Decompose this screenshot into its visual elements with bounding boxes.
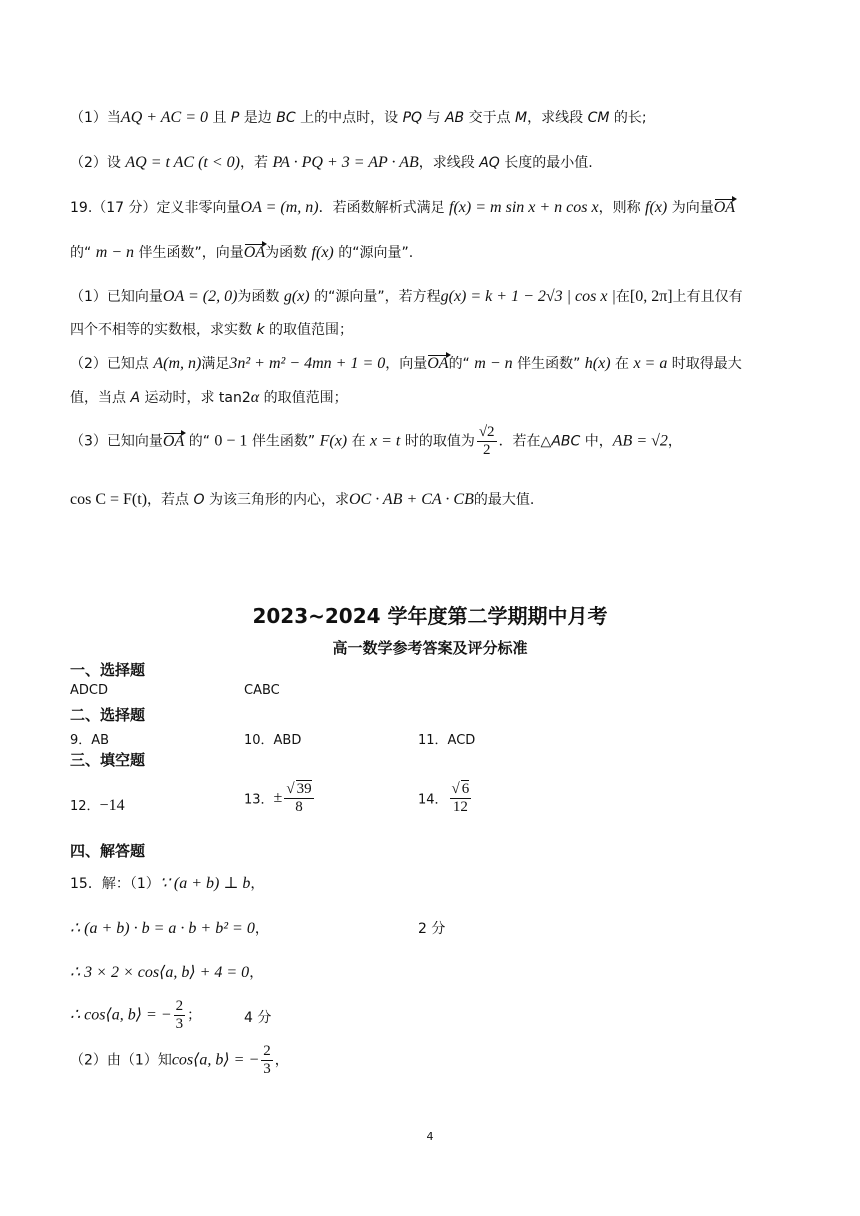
- text: 的最大值.: [473, 492, 535, 508]
- answer-11: 11．ACD: [418, 733, 476, 748]
- q19-line2: [70, 243, 413, 263]
- fraction-denominator: 8: [295, 799, 303, 815]
- plus-minus-sign: ±: [273, 789, 283, 806]
- text: 且: [208, 110, 231, 126]
- math-expression: f(x): [645, 199, 668, 216]
- text: ，: [667, 433, 682, 450]
- q19-sub1-line2: [70, 320, 353, 340]
- section-title-multi-choice: 二、选择题: [70, 706, 146, 724]
- text: 在: [610, 356, 634, 372]
- math-expression: 3n² + m² − 4mn + 1 = 0: [229, 355, 386, 372]
- text: 交于点: [464, 110, 516, 126]
- text: ．若在△: [498, 433, 552, 450]
- fraction-numerator: √ 39: [286, 781, 312, 797]
- text: 为向量: [667, 200, 714, 216]
- solution15-line2: [70, 919, 269, 939]
- math-expression: g(x) = k + 1 − 2√3 | cos x |: [440, 288, 616, 305]
- text: 为函数: [265, 245, 312, 261]
- math-expression: x = t: [370, 432, 401, 450]
- text: ；: [187, 1007, 202, 1024]
- section-title-fill-blank: 三、填空题: [70, 751, 146, 769]
- text: 15．解：（1）: [70, 876, 160, 892]
- fraction-denominator: 3: [263, 1061, 271, 1077]
- page-number: 4: [426, 1130, 434, 1143]
- text: 值，当点: [70, 390, 131, 406]
- text: 四个不相等的实数根，求实数: [70, 322, 257, 338]
- section-title-solutions: 四、解答题: [70, 842, 146, 860]
- answer-13: [244, 780, 316, 816]
- solution15-line3: [70, 963, 263, 983]
- var: P: [230, 110, 240, 126]
- text: 伴生函数”: [512, 356, 585, 372]
- answer-10: 10．ABD: [244, 733, 302, 748]
- math-expression: 0 − 1: [214, 432, 248, 450]
- text: 的“源向量”，若方程: [309, 289, 441, 305]
- answer-title: 2023~2024 学年度第二学期期中月考: [252, 604, 608, 628]
- answer-label: 12．: [70, 799, 100, 814]
- text: ，: [274, 1052, 289, 1069]
- sqrt-radicand: 6: [461, 781, 470, 797]
- text: 运动时，求 tan2: [140, 390, 251, 406]
- answer-5-8: CABC: [244, 683, 280, 698]
- text: 与: [422, 110, 445, 126]
- q19-sub2-line2: [70, 388, 348, 408]
- text: 的长;: [609, 110, 647, 126]
- math-expression: cos C = F(t): [70, 491, 148, 508]
- text: ，则称: [598, 200, 646, 216]
- text: ，: [249, 965, 264, 981]
- text: 长度的最小值.: [499, 155, 593, 171]
- math-expression: h(x): [584, 355, 611, 372]
- text: ，: [254, 921, 269, 937]
- fraction-denominator: 2: [482, 442, 491, 458]
- math-expression: m − n: [95, 244, 135, 261]
- text: ，求线段: [418, 155, 480, 171]
- math-expression: cos⟨a, b⟩ = −: [171, 1051, 260, 1069]
- fraction: [284, 780, 313, 816]
- text: 上有且仅有: [672, 289, 743, 305]
- var: CM: [587, 110, 610, 126]
- var: A: [130, 390, 141, 406]
- text: （1）当: [70, 110, 121, 126]
- text: 在: [347, 433, 371, 450]
- text: 伴生函数”: [247, 433, 320, 450]
- math-expression: OC · AB + CA · CB: [348, 491, 474, 508]
- answer-label: 13．: [244, 792, 274, 808]
- text: ，若点: [147, 492, 194, 508]
- text: 的取值范围；: [264, 322, 354, 338]
- var: PQ: [402, 110, 423, 126]
- solution15-line5: [70, 1043, 289, 1078]
- fraction-numerator: 2: [263, 1043, 271, 1059]
- math-expression: f(x) = m sin x + n cos x: [449, 199, 599, 216]
- answer-14: [418, 780, 473, 816]
- math-expression: ∴ (a + b) · b = a · b + b² = 0: [70, 920, 255, 937]
- fraction: [477, 424, 497, 459]
- text: ，若: [239, 155, 273, 171]
- answer-12: [70, 795, 125, 815]
- math-expression: f(x): [311, 244, 334, 261]
- text: 的“: [448, 356, 475, 372]
- math-expression: AB = √2: [612, 432, 668, 450]
- text: 时的取值为: [400, 433, 475, 450]
- var: O: [193, 492, 205, 508]
- q18-part1: [70, 108, 647, 128]
- math-expression: OA = (2, 0): [162, 288, 238, 305]
- q18-part2: [70, 153, 593, 173]
- q19-sub1: [70, 287, 743, 307]
- answer-1-4: ADCD: [70, 683, 108, 698]
- text: 的取值范围；: [259, 390, 348, 406]
- text: 19.（17 分）定义非零向量: [70, 200, 241, 216]
- var: AB: [444, 110, 465, 126]
- q19-sub3-line2: [70, 490, 534, 510]
- var: k: [256, 322, 265, 338]
- text: ，: [250, 876, 265, 892]
- answer-subtitle: 高一数学参考答案及评分标准: [332, 639, 528, 657]
- text: ，向量: [385, 356, 428, 372]
- q19-head: [70, 198, 735, 218]
- text: （3）已知向量: [70, 433, 163, 450]
- math-expression: OA = (m, n): [240, 199, 319, 216]
- q19-sub3: [70, 424, 682, 459]
- math-expression: [0, 2π]: [629, 288, 673, 305]
- fraction: [450, 780, 472, 816]
- math-expression: ∵ (a + b) ⊥ b: [159, 875, 251, 892]
- math-expression: x = a: [633, 355, 668, 372]
- vector-OA: OA: [427, 355, 449, 372]
- text: 时取得最大: [667, 356, 742, 372]
- var: BC: [276, 110, 296, 126]
- text: 伴生函数”，向量: [134, 245, 244, 261]
- text: 在: [615, 289, 630, 305]
- math-expression: AQ = t AC (t < 0): [125, 154, 240, 171]
- fraction-numerator: 2: [175, 998, 184, 1014]
- fraction: [174, 998, 186, 1033]
- text: （2）由（1）知: [70, 1052, 172, 1069]
- solution15-line1: [70, 874, 264, 894]
- var: AQ: [479, 155, 500, 171]
- text: 满足: [201, 356, 230, 372]
- text: 为该三角形的内心，求: [204, 492, 349, 508]
- math-expression: ∴ cos⟨a, b⟩ = −: [70, 1006, 172, 1024]
- answer-value: −14: [99, 797, 125, 814]
- fraction-denominator: 12: [452, 799, 468, 815]
- score-2: 2 分: [418, 921, 446, 937]
- math-expression: g(x): [283, 288, 310, 305]
- sqrt-radicand: 39: [296, 781, 312, 797]
- answer-label: 14．: [418, 792, 448, 808]
- text: 的“: [70, 245, 96, 261]
- score-4: 4 分: [244, 1010, 272, 1026]
- math-expression: AQ + AC = 0: [120, 109, 208, 126]
- text: （1）已知向量: [70, 289, 163, 305]
- vector-OA: OA: [713, 199, 736, 216]
- text: 是边: [239, 110, 277, 126]
- text: （2）设: [70, 155, 126, 171]
- text: ，求线段: [527, 110, 588, 126]
- text: 的“: [184, 433, 215, 450]
- section-title-choice: 一、选择题: [70, 661, 146, 679]
- text: （2）已知点: [70, 356, 154, 372]
- vector-OA: OA: [243, 244, 266, 261]
- text: ．若函数解析式满足: [318, 200, 450, 216]
- vector-OA: OA: [162, 432, 185, 450]
- fraction-denominator: 3: [175, 1016, 184, 1032]
- answer-9: 9．AB: [70, 733, 110, 748]
- var: α: [250, 389, 260, 406]
- math-expression: PA · PQ + 3 = AP · AB: [272, 154, 419, 171]
- var: ABC: [551, 433, 581, 450]
- solution15-line4: [70, 998, 201, 1033]
- math-expression: A(m, n): [153, 355, 202, 372]
- fraction-numerator: √ 6: [451, 781, 470, 797]
- fraction-numerator: √2: [478, 424, 495, 440]
- text: 为函数: [237, 289, 284, 305]
- text: 上的中点时，设: [295, 110, 403, 126]
- text: 中，: [580, 433, 613, 450]
- q19-sub2: [70, 354, 742, 374]
- math-expression: F(x): [319, 432, 348, 450]
- text: 的“源向量”.: [333, 245, 414, 261]
- math-expression: m − n: [474, 355, 513, 372]
- var: M: [515, 110, 528, 126]
- fraction: [261, 1043, 273, 1078]
- math-expression: ∴ 3 × 2 × cos⟨a, b⟩ + 4 = 0: [70, 964, 250, 981]
